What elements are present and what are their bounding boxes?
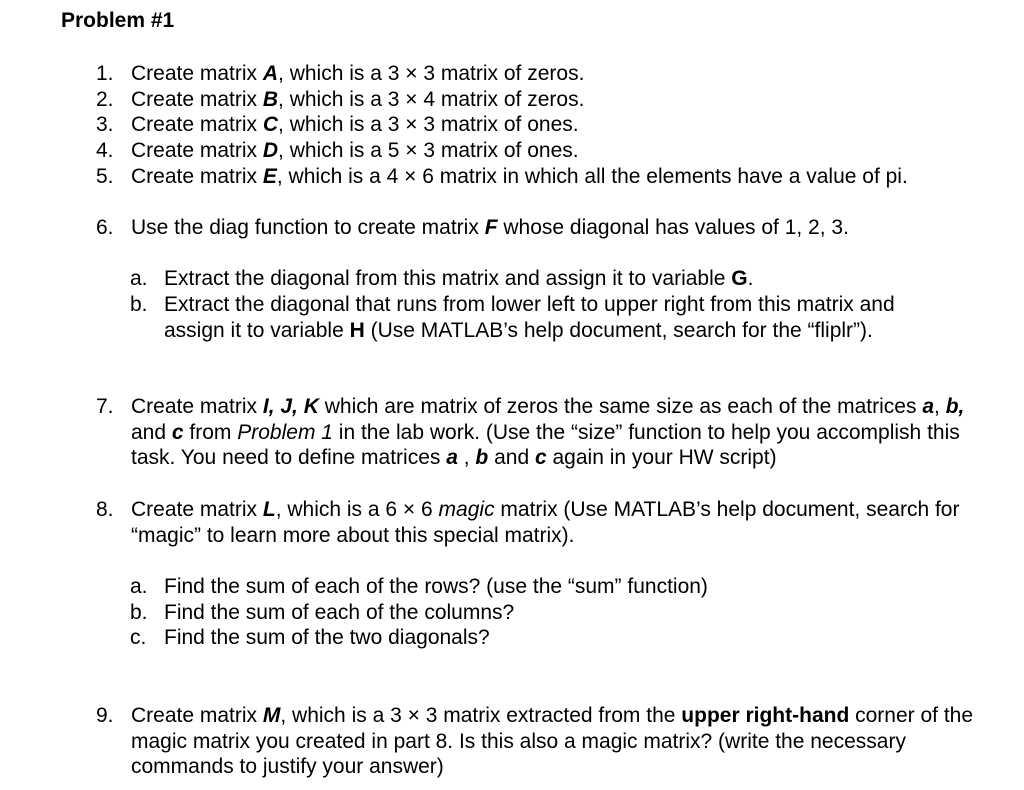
matrix-name: B	[262, 88, 279, 111]
item-number: 4.	[96, 139, 114, 162]
item-text: , which is a 3 × 3 matrix of zeros.	[278, 62, 585, 85]
matrix-name: b,	[945, 395, 965, 418]
matrix-name: C	[262, 113, 279, 136]
variable-name: H	[349, 318, 365, 342]
item-number: 8.	[96, 498, 114, 521]
item-text: matrix (Use MATLAB’s help document, search for “magic” to learn more about this special matrix).	[131, 498, 960, 547]
item-text: Create matrix	[131, 704, 263, 727]
item-text: and	[131, 420, 172, 444]
item-text: whose diagonal has values of 1, 2, 3.	[497, 216, 849, 239]
matrix-name: E	[262, 165, 277, 188]
item-text: Create matrix	[131, 395, 263, 418]
list-item	[96, 215, 976, 241]
page-title: Problem #1	[61, 9, 175, 32]
sub-list-item	[130, 600, 930, 626]
item-text: ,	[934, 395, 946, 418]
item-text: and	[488, 446, 535, 470]
item-text: Create matrix	[131, 498, 263, 521]
item-number: 1.	[96, 62, 114, 85]
item-letter: a.	[130, 575, 148, 598]
matrix-name: L	[262, 498, 276, 521]
item-number: 2.	[96, 88, 114, 111]
matrix-name: D	[262, 139, 279, 162]
item-text: .	[747, 267, 754, 290]
item-number: 7.	[96, 395, 114, 418]
list-item	[96, 164, 976, 190]
item-letter: b.	[130, 293, 148, 316]
item-number: 5.	[96, 165, 114, 188]
matrix-name: a	[922, 395, 935, 418]
list-item	[96, 61, 976, 87]
item-number: 6.	[96, 216, 114, 239]
list-item	[96, 87, 976, 113]
matrix-name: I, J, K	[262, 395, 319, 418]
item-text: , which is a 3 × 3 matrix of ones.	[278, 113, 579, 136]
item-text: , which is a 4 × 6 matrix in which all the elements have a value of pi.	[276, 165, 908, 188]
item-text: from	[183, 420, 238, 444]
item-text: Create matrix	[131, 88, 263, 111]
item-text: , which is a 6 × 6	[275, 498, 439, 521]
emphasis-text: magic	[438, 498, 495, 521]
list-item	[96, 394, 976, 471]
sub-list-item	[130, 574, 930, 600]
item-text: Extract the diagonal from this matrix and assign it to variable	[164, 267, 732, 290]
sub-list-item	[130, 292, 930, 343]
item-text: Create matrix	[131, 165, 263, 188]
item-number: 9.	[96, 704, 114, 727]
item-text: again in your HW script)	[546, 446, 777, 470]
sub-list-item	[130, 266, 930, 292]
item-text: in the lab work. (Use the “size” function to help you accomplish this task. You need to define matrices	[131, 420, 960, 470]
matrix-name: c	[171, 420, 184, 444]
item-text: , which is a 5 × 3 matrix of ones.	[278, 139, 579, 162]
variable-name: G	[731, 267, 748, 290]
list-item	[96, 112, 976, 138]
list-item	[96, 497, 976, 548]
matrix-name: c	[534, 446, 547, 470]
item-text: which are matrix of zeros the same size as each of the matrices	[318, 395, 923, 418]
matrix-name: a	[446, 446, 458, 470]
sub-list-item	[130, 625, 930, 651]
item-text: Find the sum of the two diagonals?	[164, 626, 490, 649]
list-item	[96, 138, 976, 164]
item-text: (Use MATLAB’s help document, search for the “fliplr”).	[364, 318, 873, 342]
item-text: Create matrix	[131, 139, 263, 162]
matrix-name: M	[262, 704, 281, 727]
item-letter: c.	[130, 626, 147, 649]
item-text: corner of the magic matrix you created in part 8. Is this also a magic matrix? (write the necessary commands to justify your answer)	[131, 704, 974, 779]
item-text: Extract the diagonal that runs from lower left to upper right from this matrix and assign it to variable	[164, 293, 895, 342]
item-text: Use the diag function to create matrix	[131, 216, 485, 239]
item-text: Find the sum of each of the columns?	[164, 601, 515, 624]
item-letter: b.	[130, 601, 148, 624]
list-item	[96, 703, 976, 780]
item-text: , which is a 3 × 4 matrix of zeros.	[278, 88, 585, 111]
problem-reference: Problem 1	[237, 420, 333, 444]
item-text: Create matrix	[131, 62, 263, 85]
item-letter: a.	[130, 267, 148, 290]
matrix-name: b	[475, 446, 489, 470]
matrix-name: F	[484, 216, 498, 239]
strong-text: upper right-hand	[681, 704, 850, 727]
item-text: Find the sum of each of the rows? (use the “sum” function)	[164, 575, 708, 598]
item-text: , which is a 3 × 3 matrix extracted from the	[280, 704, 682, 727]
item-number: 3.	[96, 113, 114, 136]
item-text: ,	[457, 446, 476, 470]
item-text: Create matrix	[131, 113, 263, 136]
matrix-name: A	[262, 62, 279, 85]
